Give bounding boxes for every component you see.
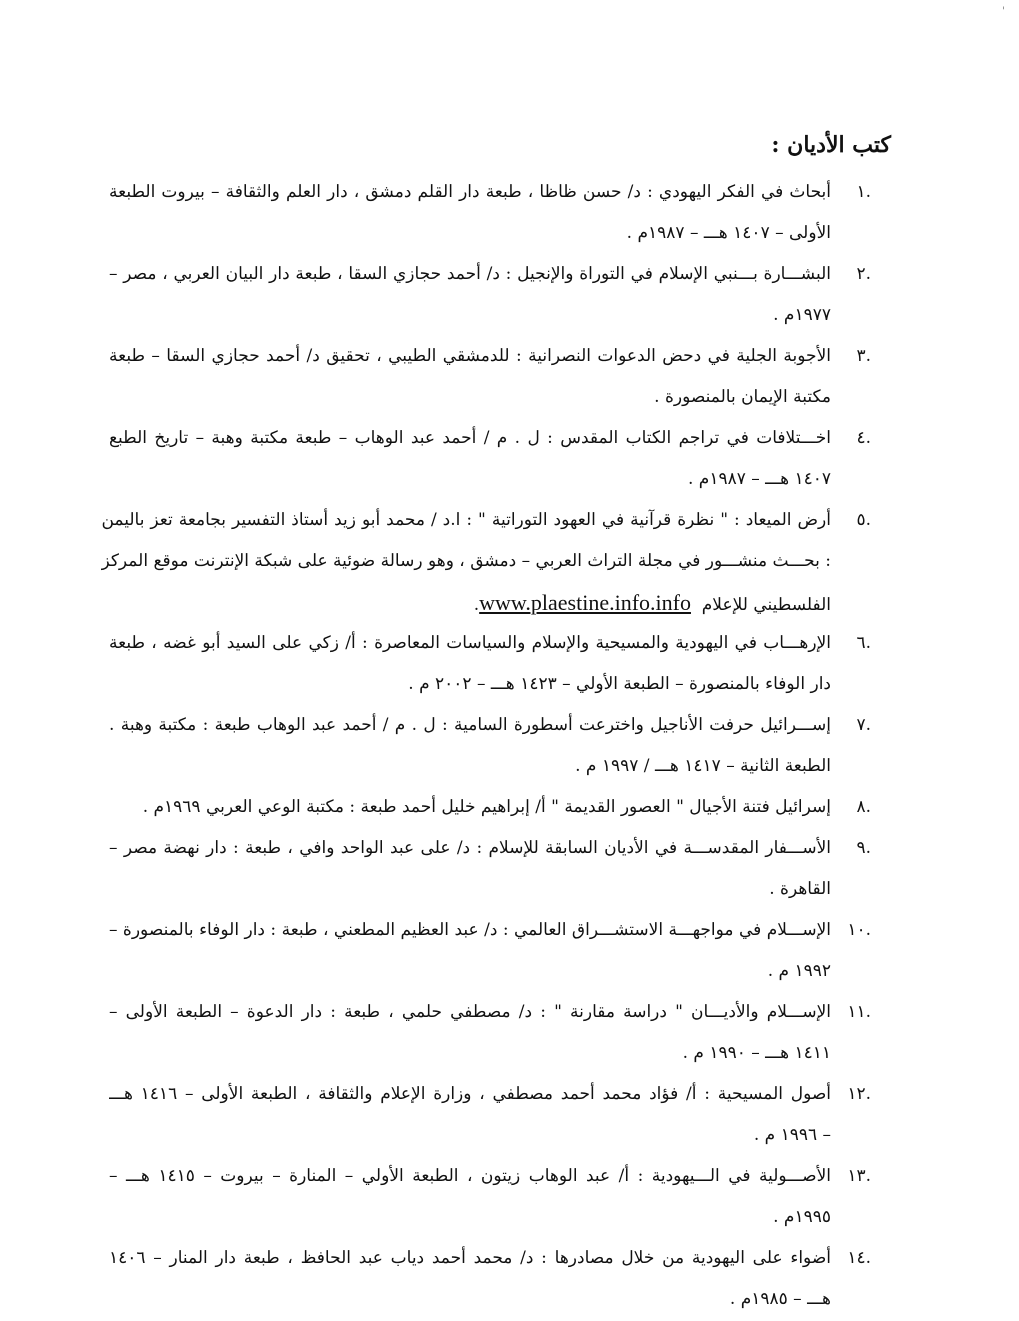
entry-text: [109, 1074, 831, 1156]
bibliography-entry: [109, 172, 871, 254]
entry-number: ٢.: [856, 264, 871, 284]
url-suffix: .: [473, 595, 480, 615]
entry-line: أضواء على اليهودية من خلال مصادرها : د/ محمد أحمد دياب عبد الحافظ ، طبعة دار المنار – ١٤٠٦: [109, 1248, 831, 1268]
bibliography-entry: [109, 705, 871, 787]
entry-line: ١٩٩٥م .: [773, 1207, 831, 1227]
entry-line: هـــ – ١٩٨٥م .: [729, 1289, 831, 1309]
entry-line: القاهرة .: [769, 879, 831, 899]
entry-text: [109, 418, 831, 500]
entry-line-with-link: [101, 582, 831, 626]
entry-line: الطبعة الثانية – ١٤١٧ هـــ / ١٩٩٧ م .: [575, 756, 831, 776]
bibliography-entry: [109, 336, 871, 418]
bibliography-entry: [109, 1156, 871, 1238]
entry-text: [109, 1238, 831, 1320]
entry-number: ٧.: [856, 715, 871, 735]
entry-number: ٩.: [856, 838, 871, 858]
entry-line: ١٩٧٧م .: [773, 305, 831, 325]
entry-line: ١٩٩٢ م .: [767, 961, 831, 981]
entry-line: ١٤١١ هـــ – ١٩٩٠ م .: [682, 1043, 831, 1063]
entry-line: الإرهـــاب في اليهودية والمسيحية والإسلام والسياسات المعاصرة : أ/ زكي على السيد أبو غضه ، طبعة: [109, 633, 831, 653]
bibliography-entry: [109, 910, 871, 992]
bibliography-entry: [101, 500, 871, 623]
entry-line: اخـــتلافات في تراجم الكتاب المقدس : ل . م / أحمد عبد الوهاب – طبعة مكتبة وهبة – تاريخ الطبع: [109, 428, 831, 448]
entry-text: [109, 172, 831, 254]
entry-line: مكتبة الإيمان بالمنصورة .: [654, 387, 831, 407]
entry-line: الأولى – ١٤٠٧ هـــ – ١٩٨٧م .: [626, 223, 831, 243]
bibliography-entry: [109, 787, 871, 828]
bibliography-entry: [109, 1238, 871, 1320]
entry-line: إسرائيل فتنة الأجيال " العصور القديمة " أ/ إبراهيم خليل أحمد طبعة : مكتبة الوعي العربي ١٩٦٩م .: [142, 797, 831, 817]
entry-text: [109, 254, 831, 336]
section-heading: كتب الأديان :: [771, 132, 891, 158]
entry-line: ١٤٠٧ هـــ – ١٩٨٧م .: [687, 469, 831, 489]
entry-text: [109, 992, 831, 1074]
bibliography-list: [101, 172, 871, 1320]
entry-text: [109, 828, 831, 910]
bibliography-entry: [109, 418, 871, 500]
entry-line: أبحاث في الفكر اليهودي : د/ حسن ظاظا ، طبعة دار القلم دمشق ، دار العلم والثقافة – بيروت الطبعة: [109, 182, 831, 202]
corner-mark: ': [1002, 6, 1005, 17]
entry-line: الفلسطيني للإعلام: [701, 595, 831, 615]
entry-number: ٥.: [856, 510, 871, 530]
entry-line: الأســـفار المقدســـة في الأديان السابقة للإسلام : د/ على عبد الواحد وافي ، طبعة : دار نهضة مصر –: [109, 838, 831, 858]
entry-line: الأجوبة الجلية في دحض الدعوات النصرانية : للدمشقي الطيبي ، تحقيق د/ أحمد حجازي السقا – طبعة: [109, 346, 831, 366]
entry-number: ١.: [856, 182, 871, 202]
bibliography-entry: [109, 828, 871, 910]
entry-line: : بحـــث منشـــور في مجلة التراث العربي – دمشق ، وهو رسالة ضوئية على شبكة الإنترنت موقع المركز: [101, 551, 831, 571]
bibliography-entry: [109, 254, 871, 336]
entry-line: إســـرائيل حرفت الأناجيل واخترعت أسطورة السامية : ل . م / أحمد عبد الوهاب طبعة : مكتبة وهبة .: [109, 715, 831, 735]
entry-number: ١١.: [847, 1002, 871, 1022]
bibliography-entry: [109, 992, 871, 1074]
entry-number: ٦.: [856, 633, 871, 653]
entry-number: ١٢.: [847, 1084, 871, 1104]
entry-line: أصول المسيحية : أ/ فؤاد محمد أحمد مصطفي ، وزارة الإعلام والثقافة ، الطبعة الأولى – ١٤١٦ هـــ: [109, 1084, 831, 1104]
bibliography-entry: [109, 1074, 871, 1156]
entry-line: الإســـلام والأديـــان " دراسة مقارنة " : د/ مصطفي حلمي ، طبعة : دار الدعوة – الطبعة الأولى –: [109, 1002, 831, 1022]
entry-number: ١٤.: [847, 1248, 871, 1268]
entry-number: ٨.: [856, 797, 871, 817]
entry-number: ١٣.: [847, 1166, 871, 1186]
entry-text: [109, 623, 831, 705]
entry-number: ٣.: [856, 346, 871, 366]
entry-text: [101, 500, 831, 626]
entry-text: [109, 336, 831, 418]
entry-line: دار الوفاء بالمنصورة – الطبعة الأولي – ١٤٢٣ هـــ – ٢٠٠٢ م .: [408, 674, 831, 694]
website-link[interactable]: www.plaestine.info.info: [479, 590, 691, 615]
entry-text: [109, 910, 831, 992]
entry-text: [109, 1156, 831, 1238]
entry-text: [109, 705, 831, 787]
entry-line: البشـــارة بـــنبي الإسلام في التوراة والإنجيل : د/ أحمد حجازي السقا ، طبعة دار البيان العربي ، مصر –: [109, 264, 831, 284]
bibliography-entry: [109, 623, 871, 705]
entry-number: ٤.: [856, 428, 871, 448]
entry-line: – ١٩٩٦ م .: [753, 1125, 831, 1145]
entry-line: أرض الميعاد : " نظرة قرآنية في العهود التوراتية " : ا.د / محمد أبو زيد أستاذ التفسير بجامعة تعز باليمن: [101, 510, 831, 530]
entry-line: الإســـلام في مواجهـــة الاستشـــراق العالمي : د/ عبد العظيم المطعني ، طبعة : دار الوفاء بالمنصورة –: [109, 920, 831, 940]
entry-text: [109, 787, 831, 828]
entry-number: ١٠.: [847, 920, 871, 940]
entry-line: الأصـــولية في الـــيهودية : أ/ عبد الوهاب زيتون ، الطبعة الأولي – المنارة – بيروت – ١٤١٥ هـــ –: [109, 1166, 831, 1186]
